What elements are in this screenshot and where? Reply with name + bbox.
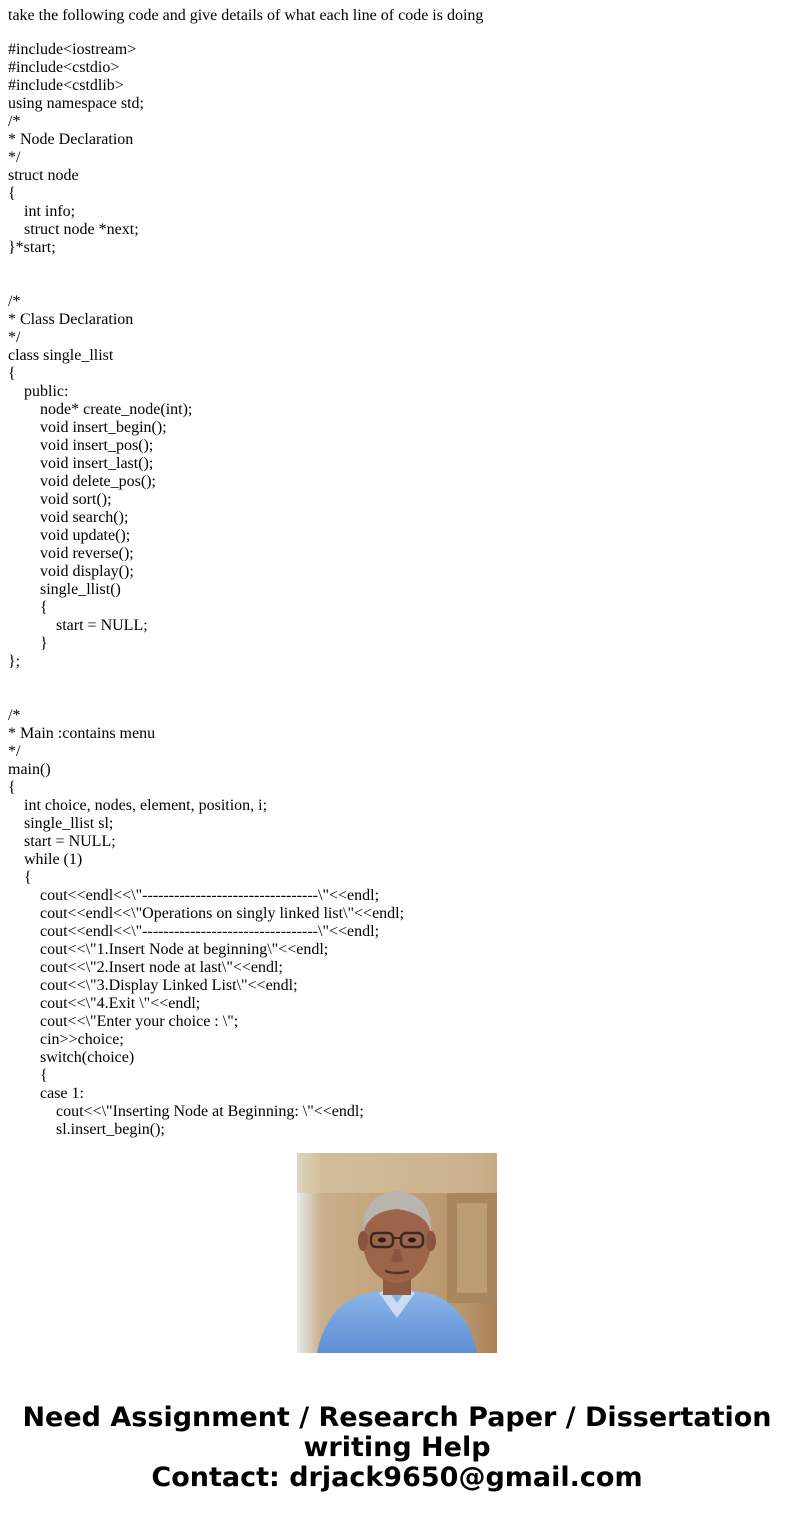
code-line: /* bbox=[8, 293, 21, 310]
code-line: #include<cstdio> bbox=[8, 59, 120, 76]
code-line: switch(choice) bbox=[8, 1049, 135, 1066]
code-line: /* bbox=[8, 113, 21, 130]
code-line: start = NULL; bbox=[8, 617, 148, 634]
code-line: }*start; bbox=[8, 239, 56, 256]
code-line: using namespace std; bbox=[8, 95, 144, 112]
code-line: * Class Declaration bbox=[8, 311, 134, 328]
code-line: cout<<endl<<\"---------------------------------\"<<endl; bbox=[8, 887, 380, 904]
code-line: */ bbox=[8, 329, 21, 346]
code-line: class single_llist bbox=[8, 347, 114, 364]
code-block bbox=[8, 41, 788, 1138]
code-line: cout<<\"3.Display Linked List\"<<endl; bbox=[8, 977, 298, 994]
code-line: case 1: bbox=[8, 1085, 84, 1102]
code-line: struct node *next; bbox=[8, 221, 139, 238]
promo-line-1: Need Assignment / Research Paper / Dissertation bbox=[22, 1402, 772, 1433]
person-photo-icon bbox=[297, 1153, 497, 1353]
code-line: void update(); bbox=[8, 527, 131, 544]
code-line: main() bbox=[8, 761, 51, 778]
code-line: void display(); bbox=[8, 563, 134, 580]
code-line: while (1) bbox=[8, 851, 83, 868]
code-line: #include<cstdlib> bbox=[8, 77, 124, 94]
code-line: }; bbox=[8, 653, 21, 670]
code-line: */ bbox=[8, 149, 21, 166]
code-line: start = NULL; bbox=[8, 833, 116, 850]
question-text: take the following code and give details of what each line of code is doing bbox=[8, 7, 484, 24]
code-line: { bbox=[8, 185, 16, 202]
code-line: cout<<\"Inserting Node at Beginning: \"<<endl; bbox=[8, 1103, 364, 1120]
code-line: * Main :contains menu bbox=[8, 725, 156, 742]
code-line: } bbox=[8, 635, 48, 652]
code-line: single_llist() bbox=[8, 581, 121, 598]
code-line: cin>>choice; bbox=[8, 1031, 124, 1048]
code-line: cout<<endl<<\"---------------------------------\"<<endl; bbox=[8, 923, 380, 940]
code-line bbox=[8, 671, 788, 689]
code-line: single_llist sl; bbox=[8, 815, 114, 832]
code-line: node* create_node(int); bbox=[8, 401, 193, 418]
author-photo bbox=[297, 1153, 497, 1353]
code-line: cout<<\"2.Insert node at last\"<<endl; bbox=[8, 959, 283, 976]
code-line: void insert_pos(); bbox=[8, 437, 154, 454]
code-line: int choice, nodes, element, position, i; bbox=[8, 797, 268, 814]
promo-contact: Contact: drjack9650@gmail.com bbox=[151, 1462, 643, 1493]
code-line: void insert_begin(); bbox=[8, 419, 167, 436]
code-line: cout<<\"1.Insert Node at beginning\"<<endl; bbox=[8, 941, 329, 958]
code-line: cout<<\"Enter your choice : \"; bbox=[8, 1013, 239, 1030]
code-line: */ bbox=[8, 743, 21, 760]
code-line: cout<<\"4.Exit \"<<endl; bbox=[8, 995, 201, 1012]
code-line: void sort(); bbox=[8, 491, 112, 508]
code-line: void insert_last(); bbox=[8, 455, 154, 472]
code-line: #include<iostream> bbox=[8, 41, 137, 58]
code-line: void reverse(); bbox=[8, 545, 134, 562]
code-line: public: bbox=[8, 383, 69, 400]
code-line: { bbox=[8, 365, 16, 382]
code-line: void delete_pos(); bbox=[8, 473, 156, 490]
code-line: { bbox=[8, 1067, 48, 1084]
code-line bbox=[8, 689, 788, 707]
code-line bbox=[8, 275, 788, 293]
promo-line-2: writing Help bbox=[303, 1432, 491, 1463]
code-line: { bbox=[8, 869, 32, 886]
code-line: int info; bbox=[8, 203, 76, 220]
code-line: struct node bbox=[8, 167, 79, 184]
code-line: { bbox=[8, 779, 16, 796]
code-line: * Node Declaration bbox=[8, 131, 134, 148]
code-line: void search(); bbox=[8, 509, 129, 526]
promo-banner bbox=[0, 1403, 794, 1493]
code-line: /* bbox=[8, 707, 21, 724]
code-line: sl.insert_begin(); bbox=[8, 1121, 165, 1138]
code-line: { bbox=[8, 599, 48, 616]
code-line: cout<<endl<<\"Operations on singly linked list\"<<endl; bbox=[8, 905, 405, 922]
code-line bbox=[8, 257, 788, 275]
